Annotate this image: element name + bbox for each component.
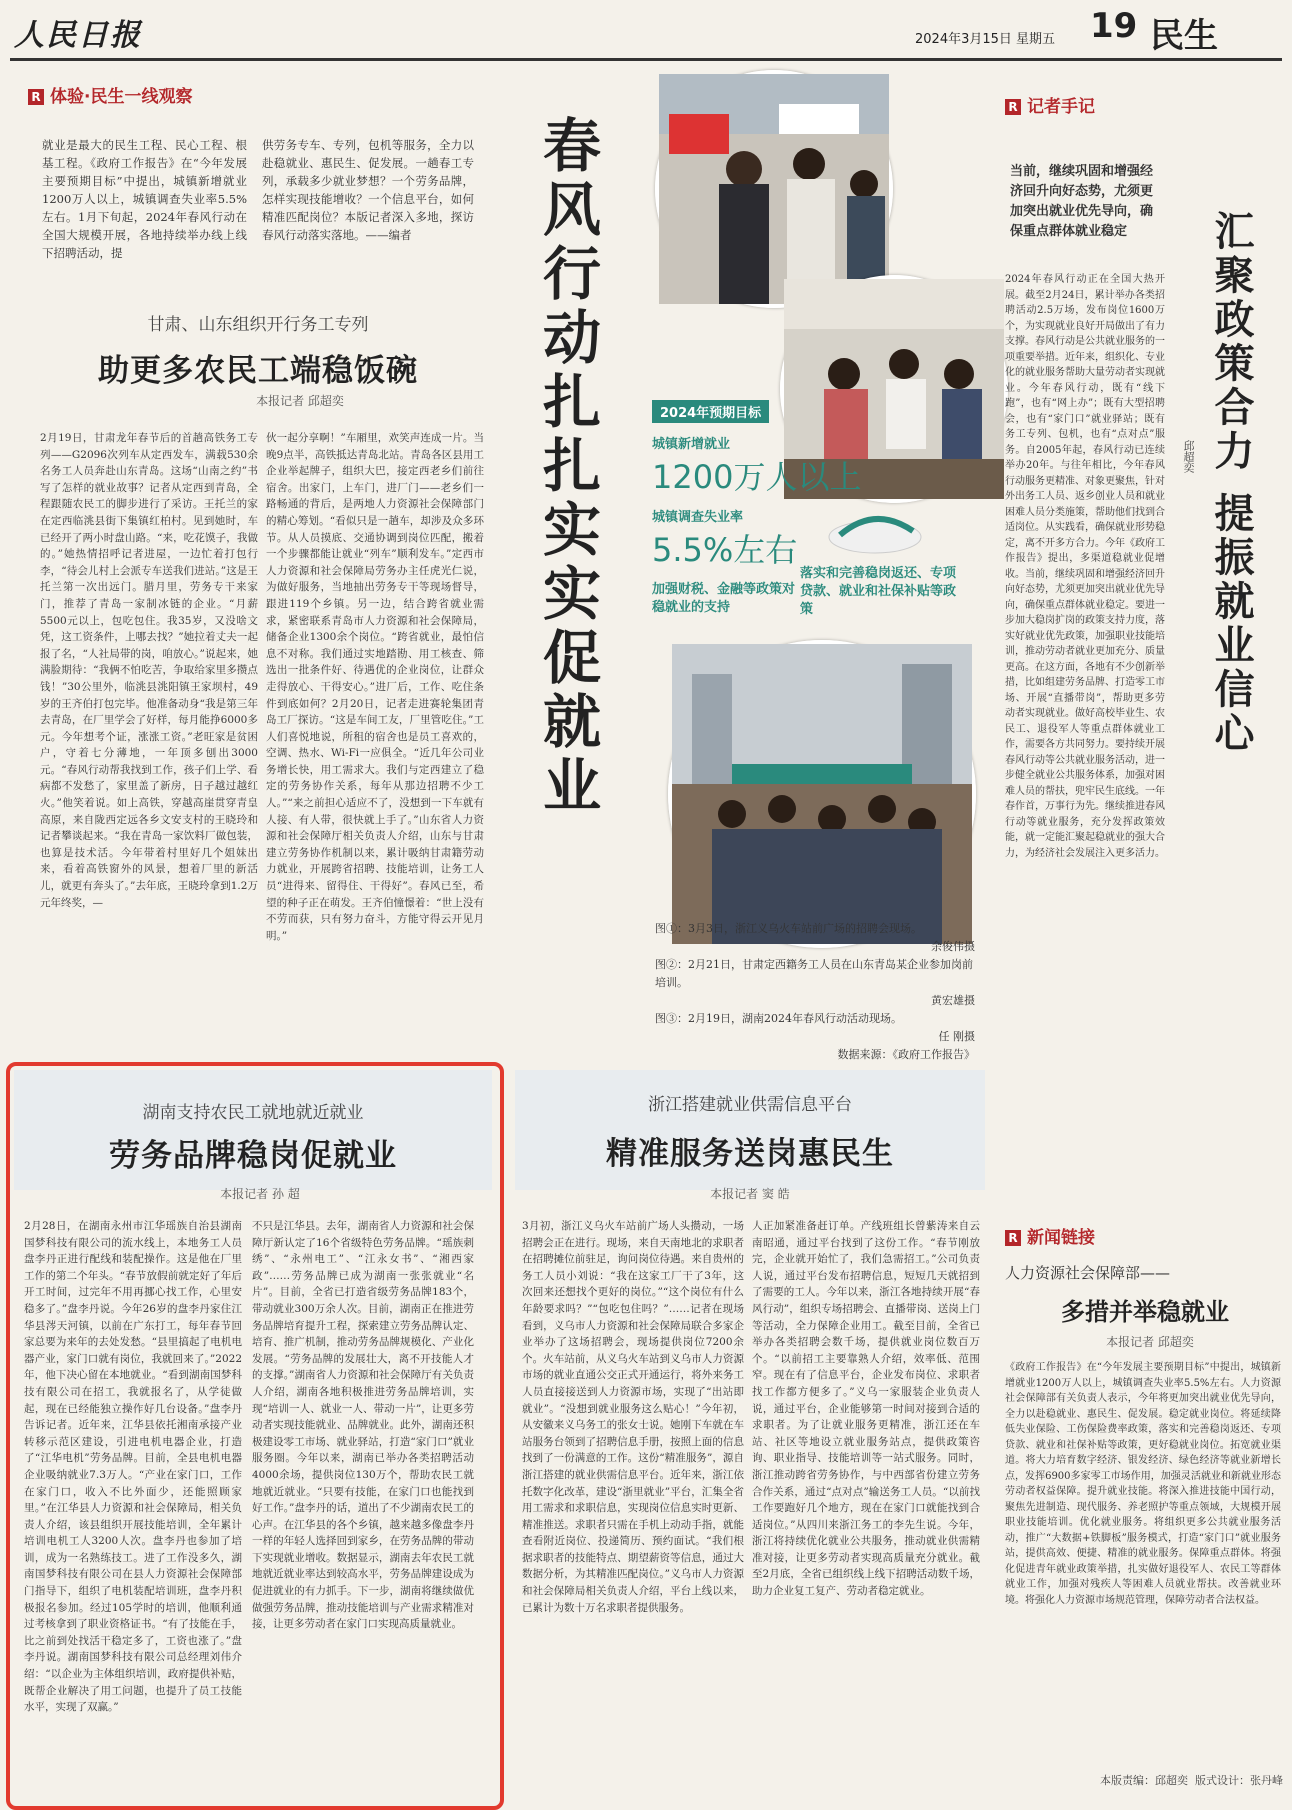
kicker-badge: R xyxy=(28,89,44,105)
page-number: 19 xyxy=(1090,6,1138,46)
targets-title: 2024年预期目标 xyxy=(652,400,769,423)
article-byline: 本报记者 孙 超 xyxy=(220,1187,300,1201)
article-body-col2: 人正加紧准备赶订单。产线班组长曾紫涛来自云南昭通，通过平台找到了这份工作。“春节刚放完，企业就开始忙了，我们急需招工。”公司负责人说，通过平台发布招聘信息，短短几天就招到了需要的工人。今年以来，浙江各地持续开展“春风行动”，组织专场招聘会、直播带岗、送岗上门等活动，全力保障企业用工。截至目前，全省已举办各类招聘会数千场，提供就业岗位数百万个。“以前招工主要靠熟人介绍，效率低、范围窄。现在有了信息平台，企业发布岗位、求职者找工作都方便多了。”义乌一家服装企业负责人说，通过平台，企业能够第一时间对接到合适的求职者。为了让就业服务更精准，浙江还在车站、社区等地设立就业服务站点，提供政策咨询、职业指导、技能培训等一站式服务。同时，浙江推动跨省劳务协作，与中西部省份建立劳务合作关系，通过“点对点”输送务工人员。“以前找工作要跑好几个地方，现在在家门口就能找到合适岗位。”从四川来浙江务工的李先生说。今年，浙江将持续优化就业公共服务，推动就业供需精准对接，让更多劳动者实现高质量充分就业。截至2月底，全省已组织线上线下招聘活动数千场，助力企业复工复产、劳动者稳定就业。 xyxy=(752,1220,980,1598)
news-link-body: 《政府工作报告》在“今年发展主要预期目标”中提出，城镇新增就业1200万人以上，城镇调查失业率5.5%左右。人力资源社会保障部有关负责人表示，今年将更加突出就业优先导向，全力以赴稳就业、惠民生、促发展。稳定就业岗位。将延续降低失业保险、工伤保险费率政策，落实和完善稳岗返还、专项贷款、就业和社保补贴等政策，更好稳就业岗位。拓宽就业渠道。将大力培育数字经济、银发经济、绿色经济等就业新增长点，发挥6900多家零工市场作用，加强灵活就业和新就业形态劳动者权益保障。提升就业技能。将深入推进技能中国行动，聚焦先进制造、现代服务、养老照护等重点领域，大规模开展职业技能培训。优化就业服务。将组织更多公共就业服务活动，推广“大数据+铁脚板”服务模式，打造“家门口”就业服务站，提供高效、便捷、精准的就业服务。保障重点群体。将强化促进青年就业政策举措，扎实做好退役军人、农民工等群体就业工作，加强对残疾人等困难人员就业帮扶。改善就业环境。将强化人力资源市场规范管理，保障劳动者合法权益。 xyxy=(1005,1362,1281,1606)
commentary-callout: 当前，继续巩固和增强经济回升向好态势，尤须更加突出就业优先导向，确保重点群体就业稳定 xyxy=(1010,164,1154,239)
caption-2: 图②：2月21日，甘肃定西籍务工人员在山东青岛某企业参加岗前培训。 xyxy=(655,958,973,989)
footer-designer: 版式设计：张丹峰 xyxy=(1195,1774,1283,1787)
left-kicker xyxy=(28,82,192,107)
gauge-graphic xyxy=(825,495,925,555)
right-kicker xyxy=(1005,92,1095,117)
commentary-vertical-headline: 汇聚政策合力 提振就业信心 xyxy=(1208,210,1255,756)
news-link-subhead: 人力资源社会保障部—— xyxy=(1005,1264,1171,1282)
article-headline: 助更多农民工端稳饭碗 xyxy=(98,353,418,389)
kicker-badge: R xyxy=(1005,1230,1021,1246)
stat2-label: 城镇调查失业率 xyxy=(652,510,744,525)
kicker-badge: R xyxy=(1005,99,1021,115)
stat2-value: 5.5%左右 xyxy=(652,531,798,569)
masthead-name: 人民日报 xyxy=(14,18,142,53)
footer-editor: 本版责编：邱超奕 xyxy=(1100,1774,1188,1787)
photo-captions xyxy=(655,920,975,1064)
commentary-body: 2024年春风行动正在全国大热开展。截至2月24日，累计举办各类招聘活动2.5万场，发布岗位1600万个，为实现就业良好开局做出了有力支撑。春风行动是公共就业服务的一项重要举措。近年来，组织化、专业化的就业服务帮助大量劳动者实现就业。今年春风行动，既有“线下跑”，也有“网上办”；既有大型招聘会，也有“家门口”就业驿站；既有务工专列、包机，也有“点对点”服务。自2005年起，春风行动已连续举办20年。与往年相比，今年春风行动服务更精准、对象更聚焦，针对外出务工人员、返乡创业人员和就业困难人员分类施策，帮助他们找到合适岗位。从实践看，确保就业形势稳定，离不开多方合力。今年《政府工作报告》提出，多渠道稳就业促增收。当前，继续巩固和增强经济回升向好态势，尤须更加突出就业优先导向，确保重点群体就业稳定。要进一步加大稳岗扩岗的政策支持力度，落实好就业优先政策，加强职业技能培训，推动劳动者就业更加充分、质量更高。在这方面，各地有不少创新举措，比如组建劳务品牌、打造零工市场、开展“直播带岗”，帮助更多劳动者实现就业。做好高校毕业生、农民工、退役军人等重点群体就业工作，需要各方共同努力。要持续开展春风行动等公共就业服务活动，进一步健全就业公共服务体系，加强对困难人员的帮扶，兜牢民生底线。一年春作首，万事行为先。继续推进春风行动等就业服务，充分发挥政策效能，就一定能汇聚起稳就业的强大合力，为经济社会发展注入更多活力。 xyxy=(1005,274,1165,859)
kicker-label: 新闻链接 xyxy=(1027,1228,1095,1248)
article-body-col1: 2月19日，甘肃龙年春节后的首趟高铁务工专列——G2096次列车从定西发车，满载530余名务工人员奔赴山东青岛。这场“山南之约”书写了怎样的就业故事？记者从定西到青岛，全程跟随农民工的脚步进行了采访。王托兰的家在定西临洮县街下集镇红柏村。见到她时，车已经开了两小时盘山路。“来，吃花馍子，我做的。”她热情招呼记者进屋，一边忙着打包行李，“待会儿村上会派专车送我们进站。”这是王托兰第一次出远门。腊月里，劳务专干来家门，推荐了青岛一家制冰链的企业。“月薪5500元以上，包吃包住。我35岁，又没啥文凭，这工资条件，上哪去找？”她拉着丈夫一起报了名，“人社局带的岗，咱放心。”说起来，她满脸期待：“我俩不怕吃苦，争取给家里多攒点钱！”30公里外，临洮县洮阳镇王家坝村，49岁的王齐伯打包完毕。他准备动身“我是第三年去青岛，在厂里学会了好样，每月能挣6000多元。今年想考个证，涨涨工资。”老旺家是贫困户，守着七分薄地，一年顶多刨出3000元。“春风行动帮我找到工作，孩子们上学、看病都不发愁了，家里盖了新房，日子越过越红火。”他笑着说。如上高铁，穿越高崖贯穿青皇高原，来自陇西定远各乡文安支村的王晓玲和记者攀谈起来。“我在青岛一家饮料厂做包装，也算是技术活。今年带着村里好几个姐妹出来，看着高铁窗外的风景，想着厂里的新活儿，就更有奔头了。”去年底，王晓玲拿到1.2万元年终奖，— xyxy=(40,432,258,909)
issue-date: 2024年3月15日 星期五 xyxy=(915,32,1056,47)
news-link-headline: 多措并举稳就业 xyxy=(1061,1297,1229,1326)
masthead-rule xyxy=(10,58,1282,61)
article-headline: 精准服务送岗惠民生 xyxy=(606,1136,894,1172)
article-body-col2: 伙一起分享啊！”车厢里，欢笑声连成一片。当晚9点半，高铁抵达青岛北站。青岛各区县用工企业举起牌子，组织大巴，接定西老乡们前往宿舍。出家门，上车门，进厂门——老乡们一路畅通的背后，是两地人力资源社会保障部门的精心筹划。“看似只是一趟车，却涉及众多环节。从人员摸底、交通协调到岗位匹配，搬着一个步骤都能让就业“列车”顺利发车。”定西市人力资源和社会保障局劳务办主任虎光仁说，为做好服务，当地抽出劳务专干等现场督导，跟进119个乡镇。另一边，结合跨省就业需求，紧密联系青岛市人力资源和社会保障局，储备企业1300余个岗位。“跨省就业，最怕信息不对称。我们通过实地踏勘、用工核查、筛选出一批条件好、待遇优的企业岗位，让群众走得放心、干得安心。”进厂后，工作、吃住条件到底如何？2月20日，记者走进赛轮集团青岛工厂探访。“这是车间工友，厂里管吃住。”工人们喜悦地说，所租的宿舍也是员工喜欢的，空调、热水、Wi-Fi一应俱全。“近几年公司业务增长快，用工需求大。我们与定西建立了稳定的劳务协作关系，每年从那边招聘不少工人。”“来之前担心适应不了，没想到一下车就有人接、有人带，很快就上手了。”山东省人力资源和社会保障厅相关负责人介绍，山东与甘肃建立劳务协作机制以来，累计吸纳甘肃籍劳动力就业，开展跨省招聘、技能培训，让务工人员“进得来、留得住、干得好”。春风已至，希望的种子正在萌发。王齐伯憧憬着：“世上没有不劳而获，只有努力奋斗，方能守得云开见月明。” xyxy=(266,432,484,942)
kicker-label: 体验·民生一线观察 xyxy=(50,87,193,107)
stat1-label: 城镇新增就业 xyxy=(652,437,731,452)
news-link-kicker xyxy=(1005,1223,1095,1248)
article-body-col2: 不只是江华县。去年，湖南省人力资源和社会保障厅新认定了16个省级特色劳务品牌。“瑶族刺绣”、“永州电工”、“江永女书”、“湘西家政”……劳务品牌已成为湖南一张张就业“名片”。目前，全省已打造省级劳务品牌183个，带动就业300万余人次。目前，湖南正在推进劳务品牌培育提升工程，探索建立劳务品牌认定、培育、推广机制，推动劳务品牌规模化、产业化发展。“劳务品牌的发展壮大，离不开技能人才的支撑。”湖南省人力资源和社会保障厅有关负责人介绍，湖南各地积极推进劳务品牌培训，实现“培训一人、就业一人、带动一片”，让更多劳动者实现技能就业、品牌就业。此外，湖南还积极建设零工市场、就业驿站，打造“家门口”就业服务圈。今年以来，湖南已举办各类招聘活动4000余场，提供岗位130万个，帮助农民工就地就近就业。“只要有技能，在家门口也能找到好工作。”盘李丹的话，道出了不少湖南农民工的心声。在江华县的各个乡镇，越来越多像盘李丹一样的年轻人选择回到家乡，在劳务品牌的带动下实现就业增收。数据显示，湖南去年农民工就地就近就业率达到较高水平，劳务品牌建设成为促进就业的有力抓手。下一步，湖南将继续做优做强劳务品牌，推动技能培训与产业需求精准对接，让更多劳动者在家门口实现高质量就业。 xyxy=(252,1220,474,1631)
credit-1: 余俊伟摄 xyxy=(931,940,975,953)
article-subhead: 湖南支持农民工就地就近就业 xyxy=(142,1103,364,1123)
caption-3: 图③：2月19日，湖南2024年春风行动活动现场。 xyxy=(655,1012,902,1025)
article-body-col1: 3月初，浙江义乌火车站前广场人头攒动，一场招聘会正在进行。现场，来自天南地北的求职者在招聘摊位前驻足，询问岗位待遇。来自贵州的务工人员小刘说：“我在这家工厂干了3年，这次回来还想找个更好的岗位。”“这个岗位有什么年龄要求吗？”“包吃包住吗？”……记者在现场看到，义乌市人力资源和社会保障局联合多家企业举办了这场招聘会，现场提供岗位7200余个。火车站前，从义乌火车站到义乌市人力资源市场的就业直通公交正式开通运行，将外来务工人员直接接送到人力资源市场，实现了“出站即就业”。“没想到就业服务这么贴心！”今年初，从安徽来义乌务工的张女士说。她刚下车就在车站服务台领到了招聘信息手册，按照上面的信息找到了一份满意的工作。这份“精准服务”，源自浙江搭建的就业供需信息平台。近年来，浙江依托数字化改革，建设“浙里就业”平台，汇集全省用工需求和求职信息，实现岗位信息实时更新、精准推送。求职者只需在手机上动动手指，就能查看附近岗位、投递简历、预约面试。“我们根据求职者的技能特点、期望薪资等信息，通过大数据分析，为其精准匹配岗位。”义乌市人力资源和社会保障局相关负责人介绍，平台上线以来，已累计为数十万名求职者提供服务。 xyxy=(522,1220,744,1614)
article-headline: 劳务品牌稳岗促就业 xyxy=(109,1138,397,1174)
article-body-col1: 2月28日，在湖南永州市江华瑶族自治县湖南国梦科技有限公司的流水线上，本地务工人员盘李丹正进行配线和装配操作。这是他在厂里工作的第二个年头。“春节放假前就定好了年后开工时间，过完年不用再挪心找工作，心里安稳多了。”盘李丹说。今年26岁的盘李丹家住江华县涔天河镇，以前在广东打工，每年春节回家总要为来年的去处发愁。“县里搞起了电机电器产业，家门口就有岗位，我就回来了。”2022年，他下决心留在本地就业。“看到湖南国梦科技有限公司在招工，我就报名了，从学徒做起，现在已经能独立操作好几台设备。”盘李丹告诉记者。近年来，江华县依托湘南承接产业转移示范区建设，引进电机电器企业，打造了“江华电机”劳务品牌。目前，全县电机电器企业吸纳就业7.3万人。“产业在家门口，工作在家门口，收入不比外面少，还能照顾家里。”在江华县人力资源和社会保障局，相关负责人介绍，该县组织开展技能培训，全年累计培训电机工人3200人次。盘李丹也参加了培训，成为一名熟练技工。进了工作没多久，湖南国梦科技有限公司在县人力资源社会保障部门指导下，组织了电机装配培训班，盘李丹积极报名参加。经过105学时的培训，他顺利通过考核拿到了职业资格证书。“有了技能在手，比之前到处找活干稳定多了，工资也涨了。”盘李丹说。湖南国梦科技有限公司总经理刘伟介绍：“以企业为主体组织培训，政府提供补贴，既帮企业解决了用工问题，也提升了员工技能水平，实现了双赢。” xyxy=(24,1220,242,1714)
article-subhead: 甘肃、山东组织开行务工专列 xyxy=(147,315,369,335)
commentary-author: 邱超奕 xyxy=(1182,440,1195,473)
credit-2: 黄宏雄摄 xyxy=(931,994,975,1007)
stat1-value: 1200万人以上 xyxy=(652,458,862,496)
kicker-label: 记者手记 xyxy=(1027,97,1095,117)
policy-note-right-wrap xyxy=(800,565,960,619)
article-byline: 本报记者 邱超奕 xyxy=(256,394,344,408)
intro-right: 供劳务专车、专列，包机等服务，全力以赴稳就业、惠民生、促发展。一趟春工专列，承载多少就业梦想？一个劳务品牌，怎样实现技能增收？一个信息平台，如何精准匹配岗位？本版记者深入多地，探访春风行动落实落地。——编者 xyxy=(262,138,474,242)
section-name: 民生 xyxy=(1150,16,1218,56)
feature-vertical-title: 春风行动扎扎实实促就业 xyxy=(533,115,601,819)
photo-crowd xyxy=(668,640,976,948)
policy-note-right: 落实和完善稳岗返还、专项贷款、就业和社保补贴等政策 xyxy=(800,566,957,617)
article-subhead: 浙江搭建就业供需信息平台 xyxy=(648,1095,852,1115)
policy-note-left: 加强财税、金融等政策对稳就业的支持 xyxy=(652,582,796,615)
article-byline: 本报记者 窦 皓 xyxy=(710,1187,790,1201)
caption-1: 图①：3月3日，浙江义乌火车站前广场的招聘会现场。 xyxy=(655,922,922,935)
photo-job-fair xyxy=(655,70,893,308)
credit-3: 任 刚摄 xyxy=(938,1030,975,1043)
intro-left: 就业是最大的民生工程、民心工程、根基工程。《政府工作报告》在“今年发展主要预期目标”中提出，城镇新增就业1200万人以上，城镇调查失业率5.5%左右。1月下旬起，2024年春风行动在全国大规模开展，各地持续举办线上线下招聘活动，提 xyxy=(42,138,247,260)
news-link-byline: 本报记者 邱超奕 xyxy=(1106,1335,1194,1349)
data-source: 数据来源：《政府工作报告》 xyxy=(837,1048,975,1061)
